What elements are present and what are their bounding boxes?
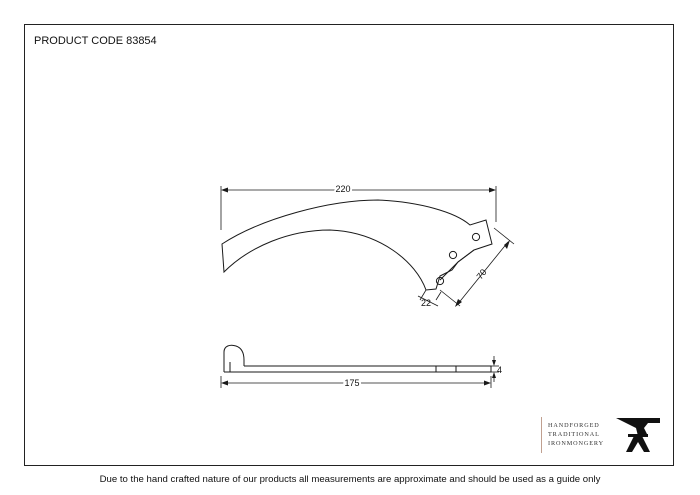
curved-stay-top-view — [222, 200, 492, 290]
brand-line-3: IRONMONGERY — [548, 440, 604, 447]
dimension-70 — [440, 228, 514, 307]
product-code: PRODUCT CODE 83854 — [34, 35, 157, 47]
screw-hole — [449, 251, 456, 258]
screw-hole — [436, 277, 443, 284]
dimension-label-70: 70 — [474, 267, 489, 282]
screw-hole — [472, 233, 479, 240]
brand-line-2: TRADITIONAL — [548, 431, 600, 438]
logo-divider — [541, 417, 542, 453]
dimension-label-22: 22 — [420, 298, 432, 308]
dimension-label-220: 220 — [335, 184, 351, 194]
brand-line-1: HANDFORGED — [548, 422, 600, 429]
disclaimer-footer: Due to the hand crafted nature of our products all measurements are approximate and should be used as a guide only — [99, 474, 601, 485]
dimension-label-175: 175 — [344, 378, 360, 388]
side-view — [224, 345, 491, 372]
brand-logo-text — [548, 421, 604, 448]
anvil-icon — [614, 414, 662, 454]
dimension-label-4: 4 — [497, 365, 503, 375]
